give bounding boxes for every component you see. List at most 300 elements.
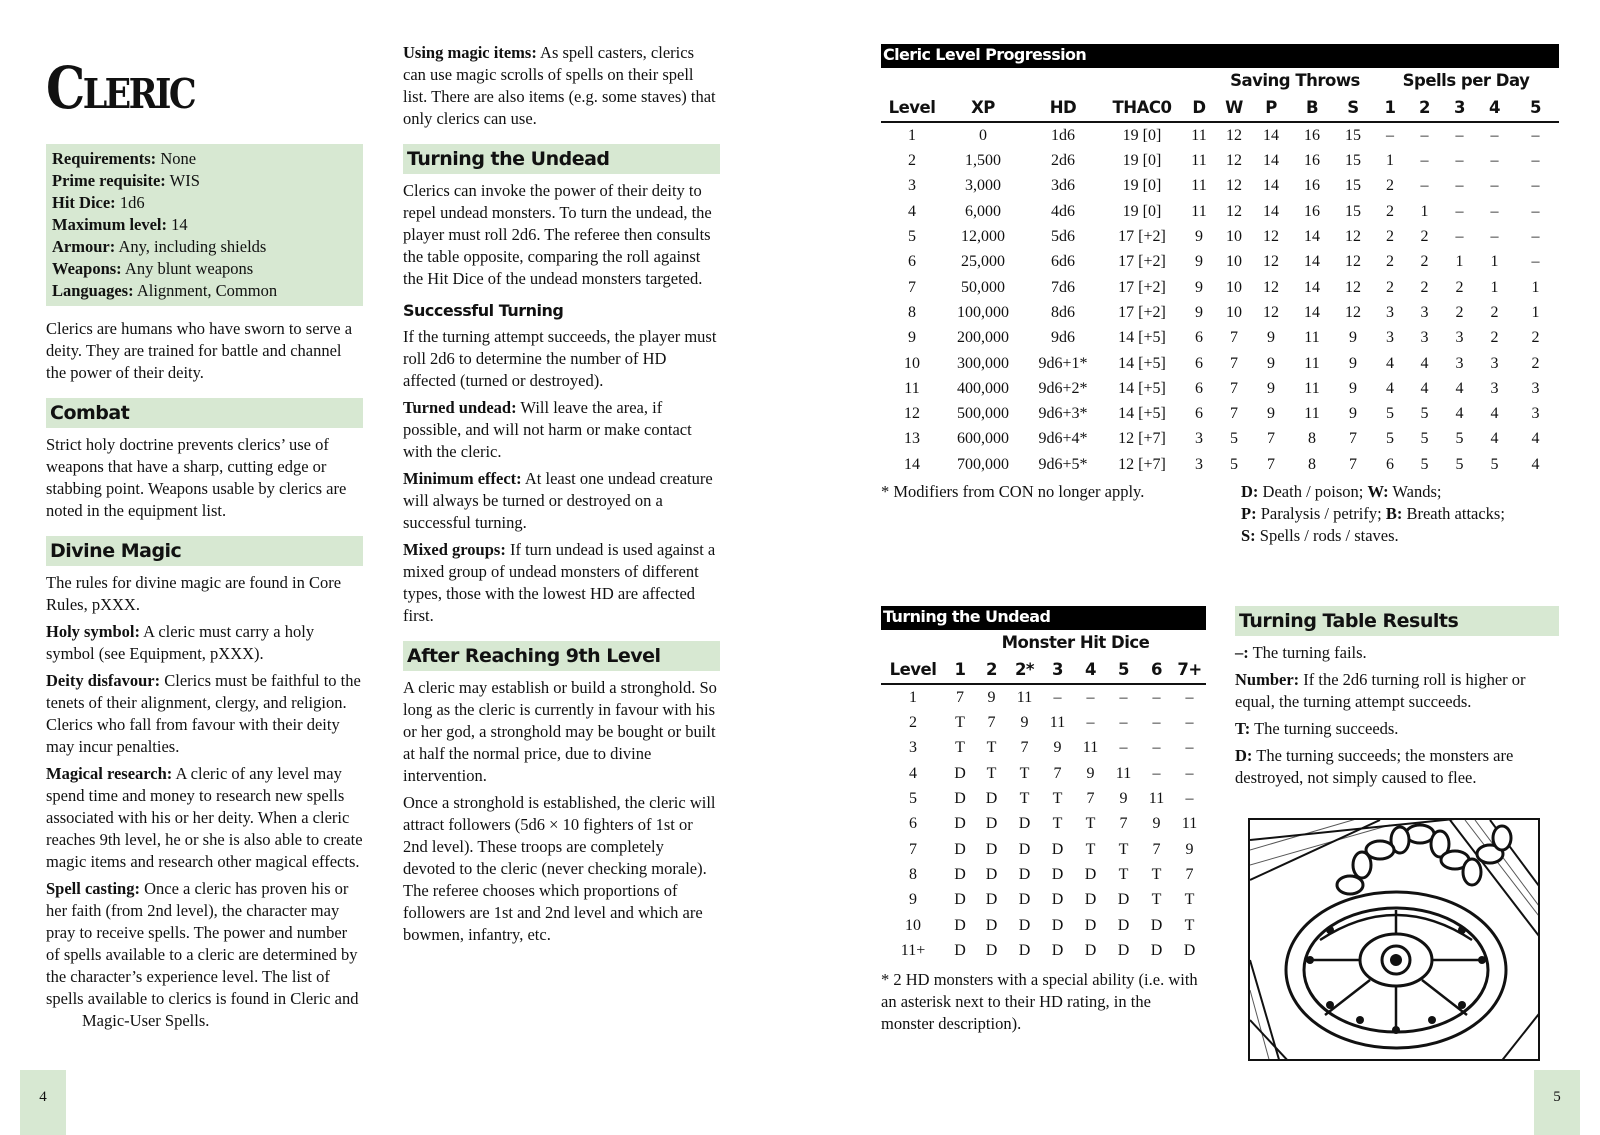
successful-turning-paragraph: If the turning attempt succeeds, the player must roll 2d6 to determine the number of HD affected (turned or destroyed). xyxy=(403,327,717,390)
table-cell: 7 xyxy=(1349,455,1357,473)
page-title: Cleric xyxy=(46,54,195,122)
table-cell: 19 [0] xyxy=(1122,202,1162,220)
table-cell: 6 xyxy=(908,253,916,271)
table-cell: 10 xyxy=(1226,278,1242,296)
table-cell: – xyxy=(1185,739,1194,757)
holy-symbol-illustration xyxy=(1248,818,1540,1061)
table-cell: T xyxy=(1184,891,1195,909)
table-cell: 11 xyxy=(1049,714,1066,732)
table-cell: 6,000 xyxy=(965,202,1001,220)
table-cell: 7d6 xyxy=(1051,278,1075,296)
table-cell: – xyxy=(1420,152,1429,170)
table-cell: 14 xyxy=(1263,177,1279,195)
table-row xyxy=(881,735,1206,760)
table-cell: 16 xyxy=(1304,202,1320,220)
divine-magic-item: Magical research: A cleric of any level may spend time and money to research new spells associated with his or her deity. When a cleric reaches 9th level, he or she is also able to create magic items and research other magical effects. xyxy=(46,764,363,871)
table-cell: 2 xyxy=(1490,329,1499,347)
table-cell: – xyxy=(1119,714,1128,732)
table-row xyxy=(881,684,1206,710)
table-cell: 15 xyxy=(1345,202,1361,220)
table-cell: 9 xyxy=(1267,329,1275,347)
table-cell: T xyxy=(1184,916,1195,934)
table-cell: 7 xyxy=(1152,840,1161,858)
monster-hit-dice-header: Monster Hit Dice xyxy=(1001,633,1150,652)
level-table-footnote: * Modifiers from CON no longer apply. xyxy=(881,481,1145,501)
table-cell: D xyxy=(985,815,998,833)
table-cell: 12 [+7] xyxy=(1118,430,1166,448)
table-cell: 4 xyxy=(1490,405,1499,423)
saving-throw-legend: D: Death / poison; W: Wands; P: Paralysis / petrify; B: Breath attacks; S: Spells / rods / staves. xyxy=(1241,481,1505,545)
table-cell: T xyxy=(1151,865,1162,883)
saving-throws-group-header: Saving Throws xyxy=(1230,71,1360,90)
table-cell: 11 xyxy=(1181,815,1198,833)
table-cell: D xyxy=(954,891,966,909)
table-cell: 8 xyxy=(1308,430,1316,448)
table-cell: 2 xyxy=(1531,329,1540,347)
table-cell: 12 xyxy=(1345,278,1361,296)
table-cell: 3 xyxy=(1386,303,1394,321)
table-cell: 11 xyxy=(904,379,920,397)
table-cell: 9 xyxy=(1267,354,1275,372)
table-cell: D xyxy=(1183,941,1196,959)
table-cell: 12 xyxy=(1263,303,1279,321)
table-cell: 2 xyxy=(1386,228,1394,246)
table-cell: 14 xyxy=(1304,303,1320,321)
table-cell: – xyxy=(1185,764,1194,782)
table-row xyxy=(881,376,1559,401)
turning-heading: Turning the Undead xyxy=(403,144,720,174)
table-cell: – xyxy=(1086,714,1095,732)
table-cell: 9d6+2* xyxy=(1038,379,1088,397)
table-cell: 5 xyxy=(908,228,916,246)
table-cell: – xyxy=(1119,689,1128,706)
results-item: D: The turning succeeds; the monsters are destroyed, not simply caused to flee. xyxy=(1235,746,1514,787)
table-cell: 300,000 xyxy=(957,354,1009,372)
table-cell: 3d6 xyxy=(1051,177,1075,195)
table-cell: 7 xyxy=(1267,455,1275,473)
table-cell: 12 xyxy=(1226,177,1242,195)
results-heading: Turning Table Results xyxy=(1235,606,1559,636)
table-cell: 12 xyxy=(1345,228,1361,246)
table-cell: 12 xyxy=(1263,253,1279,271)
table-cell: 9 xyxy=(1349,405,1357,423)
table-cell: 14 xyxy=(1304,253,1320,271)
table-cell: 11 xyxy=(1016,689,1033,706)
table-cell: 2 xyxy=(1455,303,1464,321)
table-cell: 13 xyxy=(904,430,920,448)
level-progression-section xyxy=(881,44,1559,547)
table-cell: 12 xyxy=(1226,202,1242,220)
table-cell: 12 xyxy=(1226,152,1242,170)
intro-paragraph: Clerics are humans who have sworn to serve a deity. They are trained for battle and channel the power of their deity. xyxy=(46,319,353,382)
table-cell: 7 xyxy=(1185,865,1194,883)
table-cell: 12 xyxy=(1263,278,1279,296)
turning-column-header: 2 xyxy=(975,656,1008,684)
table-cell: 7 xyxy=(1267,430,1275,448)
table-cell: – xyxy=(1386,127,1394,144)
table-cell: D xyxy=(954,815,966,833)
table-cell: D xyxy=(1018,916,1031,934)
level-column-header: 2 xyxy=(1407,94,1442,122)
table-cell: D xyxy=(1018,815,1031,833)
results-item: –: The turning fails. xyxy=(1235,643,1367,662)
level-column-header: 3 xyxy=(1442,94,1477,122)
level-column-header: B xyxy=(1291,94,1333,122)
table-cell: 1 xyxy=(1490,253,1499,271)
table-cell: 9 xyxy=(909,891,917,909)
table-cell: – xyxy=(1119,739,1128,757)
table-cell: 2 xyxy=(1490,303,1499,321)
table-cell: 700,000 xyxy=(957,455,1009,473)
table-cell: 4d6 xyxy=(1051,202,1075,220)
table-cell: 19 [0] xyxy=(1122,127,1162,144)
table-cell: 7 xyxy=(1349,430,1357,448)
table-cell: – xyxy=(1531,127,1540,144)
table-row xyxy=(881,836,1206,861)
level-column-header: 1 xyxy=(1373,94,1407,122)
table-cell: 5 xyxy=(1420,405,1429,423)
table-cell: 15 xyxy=(1345,177,1361,195)
table-cell: 19 [0] xyxy=(1122,177,1162,195)
table-cell: D xyxy=(985,891,998,909)
table-cell: 2 xyxy=(1386,278,1394,296)
table-cell: 3 xyxy=(1531,379,1540,397)
table-cell: 7 xyxy=(1230,379,1238,397)
successful-turning-heading: Successful Turning xyxy=(403,301,564,320)
divine-magic-heading: Divine Magic xyxy=(46,536,363,566)
table-cell: 9d6+4* xyxy=(1038,430,1088,448)
table-cell: 7 xyxy=(909,840,917,858)
table-cell: 14 xyxy=(1304,228,1320,246)
table-cell: 1 xyxy=(1531,278,1540,296)
stat-line: Requirements: None xyxy=(52,149,197,168)
table-cell: 5 xyxy=(1420,455,1429,473)
table-row xyxy=(881,710,1206,735)
ninth-level-paragraph: A cleric may establish or build a stronghold. So long as the cleric is currently in favour with his or her god, a stronghold may be bought or built at half the normal price, due to divine intervention. xyxy=(403,678,717,785)
table-cell: 7 xyxy=(1020,739,1029,757)
table-cell: 9 xyxy=(908,329,916,347)
table-cell: T xyxy=(1019,790,1030,808)
ninth-level-heading: After Reaching 9th Level xyxy=(403,641,720,671)
turning-table-title: Turning the Undead xyxy=(881,606,1206,630)
table-cell: – xyxy=(1152,764,1161,782)
table-cell: – xyxy=(1455,152,1464,170)
table-cell: T xyxy=(955,714,965,732)
table-cell: – xyxy=(1455,127,1464,144)
stat-line: Hit Dice: 1d6 xyxy=(52,193,145,212)
table-row xyxy=(881,938,1206,963)
table-cell: 4 xyxy=(1386,379,1394,397)
table-cell: 7 xyxy=(1230,405,1238,423)
table-cell: T xyxy=(1085,840,1096,858)
table-cell: 11 xyxy=(1304,405,1320,423)
table-cell: – xyxy=(1531,253,1540,271)
table-cell: 11 xyxy=(1191,202,1207,220)
table-cell: D xyxy=(985,916,998,934)
table-row xyxy=(881,173,1559,198)
level-column-header: XP xyxy=(943,94,1023,122)
table-cell: D xyxy=(1051,941,1064,959)
table-cell: 11 xyxy=(1191,177,1207,195)
table-cell: 4 xyxy=(1386,354,1394,372)
table-cell: 7 xyxy=(1230,354,1238,372)
table-cell: 4 xyxy=(1531,455,1540,473)
level-table-title: Cleric Level Progression xyxy=(881,44,1559,68)
turning-column-header: Level xyxy=(881,656,945,684)
table-cell: 14 [+5] xyxy=(1118,379,1166,397)
divine-magic-last-line: Magic-User Spells. xyxy=(82,1011,210,1030)
table-cell: 7 xyxy=(956,689,964,706)
table-cell: 12 xyxy=(1345,253,1361,271)
turning-column-header: 2* xyxy=(1008,656,1041,684)
table-cell: 8d6 xyxy=(1051,303,1075,321)
stat-line: Languages: Alignment, Common xyxy=(52,281,278,300)
level-column-header: S xyxy=(1333,94,1373,122)
table-cell: – xyxy=(1531,177,1540,195)
table-row xyxy=(881,887,1206,912)
divine-magic-item: Deity disfavour: Clerics must be faithful to the tenets of their alignment, clergy, and religion. Clerics who fall from favour with their deity may incur penalties. xyxy=(46,671,361,756)
table-cell: 9d6+3* xyxy=(1038,405,1088,423)
table-row xyxy=(881,912,1206,937)
table-cell: 5 xyxy=(909,790,917,808)
table-cell: 50,000 xyxy=(961,278,1005,296)
table-cell: D xyxy=(985,941,998,959)
table-cell: 5 xyxy=(1230,430,1238,448)
table-row xyxy=(881,452,1559,477)
table-cell: 11 xyxy=(1191,152,1207,170)
turning-item: Turned undead: Will leave the area, if possible, and will not harm or make contact with the cleric. xyxy=(403,398,692,461)
table-cell: D xyxy=(1117,916,1130,934)
table-cell: 9 xyxy=(1020,714,1029,732)
table-cell: 25,000 xyxy=(961,253,1005,271)
table-cell: 2 xyxy=(1455,278,1464,296)
turning-column-header: 7+ xyxy=(1173,656,1206,684)
table-cell: 5 xyxy=(1420,430,1429,448)
table-cell: 11 xyxy=(1115,764,1132,782)
table-cell: 16 xyxy=(1304,127,1320,144)
table-cell: 14 xyxy=(1263,127,1279,144)
table-cell: 10 xyxy=(904,354,920,372)
level-table-notes xyxy=(881,481,1559,547)
table-cell: 1 xyxy=(1490,278,1499,296)
table-cell: 3 xyxy=(1455,329,1464,347)
table-cell: D xyxy=(1084,941,1097,959)
table-cell: D xyxy=(1051,916,1064,934)
table-cell: 7 xyxy=(908,278,916,296)
table-cell: – xyxy=(1420,127,1429,144)
table-cell: 3 xyxy=(1195,455,1203,473)
table-cell: – xyxy=(1152,714,1161,732)
table-cell: 1,500 xyxy=(965,152,1001,170)
turning-column-header: 1 xyxy=(945,656,975,684)
table-cell: 9d6+1* xyxy=(1038,354,1088,372)
table-cell: D xyxy=(954,865,966,883)
turning-item: Mixed groups: If turn undead is used against a mixed group of undead monsters of different types, those with the lowest HD are affected first. xyxy=(403,540,716,625)
table-cell: 4 xyxy=(1490,430,1499,448)
table-cell: 4 xyxy=(1420,354,1429,372)
table-cell: 5 xyxy=(1490,455,1499,473)
table-cell: 1 xyxy=(1420,202,1429,220)
stat-line: Weapons: Any blunt weapons xyxy=(52,259,254,278)
table-cell: 4 xyxy=(908,202,916,220)
column-1 xyxy=(46,48,363,1032)
table-cell: 10 xyxy=(1226,228,1242,246)
column-2 xyxy=(403,42,720,951)
table-cell: 7 xyxy=(1053,764,1062,782)
table-cell: 7 xyxy=(1230,329,1238,347)
table-cell: 14 [+5] xyxy=(1118,329,1166,347)
table-cell: 4 xyxy=(1420,379,1429,397)
divine-magic-intro: The rules for divine magic are found in Core Rules, pXXX. xyxy=(46,573,342,614)
table-cell: 2 xyxy=(1386,202,1394,220)
table-cell: 14 xyxy=(904,455,920,473)
table-cell: 3 xyxy=(908,177,916,195)
table-cell: 500,000 xyxy=(957,405,1009,423)
table-cell: D xyxy=(1150,941,1163,959)
table-cell: 2 xyxy=(908,152,916,170)
table-row xyxy=(881,300,1559,325)
table-row xyxy=(881,761,1206,786)
table-cell: D xyxy=(954,916,966,934)
turning-column-header: 4 xyxy=(1074,656,1107,684)
level-column-header: P xyxy=(1251,94,1291,122)
table-cell: 9 xyxy=(1152,815,1161,833)
table-cell: 9 xyxy=(1349,379,1357,397)
table-cell: 11 xyxy=(1304,379,1320,397)
table-cell: 200,000 xyxy=(957,329,1009,347)
table-cell: – xyxy=(1152,739,1161,757)
table-cell: T xyxy=(1052,815,1063,833)
table-cell: 3 xyxy=(1490,379,1499,397)
table-cell: D xyxy=(954,764,966,782)
turning-table-section xyxy=(881,606,1206,1035)
table-cell: 100,000 xyxy=(957,303,1009,321)
table-cell: 1 xyxy=(1455,253,1464,271)
table-cell: – xyxy=(1531,228,1540,246)
table-cell: 6d6 xyxy=(1051,253,1075,271)
turning-column-header: 3 xyxy=(1041,656,1074,684)
table-row xyxy=(881,426,1559,451)
table-row xyxy=(881,122,1559,148)
table-cell: 9 xyxy=(1053,739,1062,757)
table-cell: – xyxy=(1185,790,1194,808)
table-cell: 1 xyxy=(1386,152,1394,170)
table-cell: 14 xyxy=(1263,202,1279,220)
table-cell: 6 xyxy=(1386,455,1394,473)
turning-paragraph: Clerics can invoke the power of their deity to repel undead monsters. To turn the undead, the player must roll 2d6. The referee then consults the table opposite, comparing the roll against the Hit Dice of the undead monsters targeted. xyxy=(403,181,712,288)
table-cell: 6 xyxy=(1195,405,1203,423)
table-cell: 5 xyxy=(1386,430,1394,448)
table-cell: 5 xyxy=(1386,405,1394,423)
table-cell: T xyxy=(986,739,997,757)
turning-item: Minimum effect: At least one undead creature will always be turned or destroyed on a successful turning. xyxy=(403,469,713,532)
table-cell: 6 xyxy=(1195,354,1203,372)
table-row xyxy=(881,224,1559,249)
table-cell: 2 xyxy=(1420,278,1429,296)
table-cell: 2 xyxy=(909,714,917,732)
table-cell: 9d6 xyxy=(1051,329,1075,347)
table-cell: 400,000 xyxy=(957,379,1009,397)
table-cell: 11+ xyxy=(900,941,926,959)
table-row xyxy=(881,249,1559,274)
table-cell: 9 xyxy=(1195,303,1203,321)
table-cell: 2 xyxy=(1420,228,1429,246)
table-cell: D xyxy=(1117,941,1130,959)
table-cell: D xyxy=(954,941,966,959)
table-cell: 1 xyxy=(908,127,916,144)
level-column-header: 5 xyxy=(1512,94,1559,122)
table-cell: 10 xyxy=(1226,303,1242,321)
table-cell: 9 xyxy=(1267,405,1275,423)
table-cell: 5 xyxy=(1455,455,1464,473)
table-cell: 3,000 xyxy=(965,177,1001,195)
table-cell: – xyxy=(1455,228,1464,246)
table-cell: – xyxy=(1490,228,1499,246)
level-column-header: HD xyxy=(1023,94,1103,122)
table-cell: 9 xyxy=(1195,278,1203,296)
table-row xyxy=(881,786,1206,811)
table-cell: 17 [+2] xyxy=(1118,228,1166,246)
table-cell: D xyxy=(985,790,998,808)
table-cell: 3 xyxy=(1420,303,1429,321)
table-cell: D xyxy=(1117,891,1130,909)
table-cell: 5d6 xyxy=(1051,228,1075,246)
table-cell: 9 xyxy=(987,689,996,706)
table-row xyxy=(881,199,1559,224)
table-cell: 7 xyxy=(1119,815,1128,833)
table-cell: T xyxy=(1118,865,1129,883)
table-cell: 0 xyxy=(979,127,987,144)
table-row xyxy=(881,350,1559,375)
table-cell: 1d6 xyxy=(1051,127,1075,144)
table-cell: D xyxy=(1051,865,1064,883)
level-progression-table xyxy=(881,68,1559,477)
table-cell: D xyxy=(1018,891,1031,909)
table-cell: 3 xyxy=(1386,329,1394,347)
table-cell: 12 xyxy=(1226,127,1242,144)
table-cell: – xyxy=(1185,714,1194,732)
table-cell: 4 xyxy=(1455,405,1464,423)
table-cell: 2d6 xyxy=(1051,152,1075,170)
table-row xyxy=(881,862,1206,887)
level-column-header: 4 xyxy=(1477,94,1512,122)
table-cell: T xyxy=(1019,764,1030,782)
turning-results-section xyxy=(1235,606,1559,794)
table-cell: 11 xyxy=(1304,329,1320,347)
table-cell: D xyxy=(1018,840,1031,858)
table-cell: D xyxy=(1051,891,1064,909)
table-cell: 7 xyxy=(1086,790,1095,808)
table-cell: 8 xyxy=(908,303,916,321)
table-cell: 5 xyxy=(1230,455,1238,473)
ninth-level-paragraph: Once a stronghold is established, the cleric will attract followers (5d6 × 10 fighters of 1st or 2nd level). These troops are completely devoted to the cleric (never checking morale). The referee chooses which proportions of followers are 1st and 2nd level and which are bowmen, infantry, etc. xyxy=(403,793,716,944)
table-cell: 14 xyxy=(1304,278,1320,296)
table-cell: 3 xyxy=(1420,329,1429,347)
level-column-header: W xyxy=(1217,94,1251,122)
level-column-header: Level xyxy=(881,94,943,122)
divine-magic-item: Holy symbol: A cleric must carry a holy symbol (see Equipment, pXXX). xyxy=(46,622,315,663)
table-cell: 17 [+2] xyxy=(1118,278,1166,296)
table-cell: T xyxy=(1052,790,1063,808)
turning-column-header: 6 xyxy=(1140,656,1173,684)
table-cell: 17 [+2] xyxy=(1118,253,1166,271)
table-cell: 4 xyxy=(909,764,917,782)
results-item: Number: If the 2d6 turning roll is higher or equal, the turning attempt succeeds. xyxy=(1235,670,1526,711)
table-cell: 12 xyxy=(904,405,920,423)
results-item: T: The turning succeeds. xyxy=(1235,719,1399,738)
table-cell: 2 xyxy=(1386,253,1394,271)
table-cell: 9d6+5* xyxy=(1038,455,1088,473)
